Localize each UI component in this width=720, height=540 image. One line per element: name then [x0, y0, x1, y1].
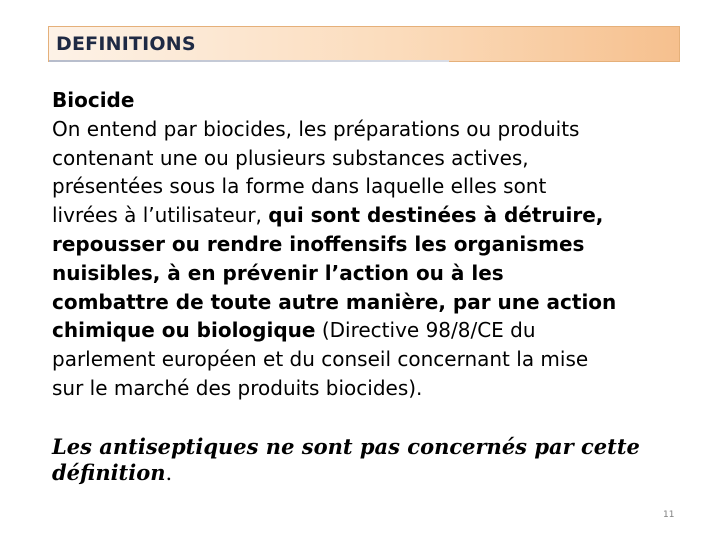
definition-term: Biocide — [52, 88, 135, 112]
note-line: Les antiseptiques ne sont pas concernés par cette — [52, 434, 640, 459]
definition-line: présentées sous la forme dans laquelle elles sont — [52, 174, 547, 199]
note-line — [52, 460, 692, 486]
section-title: DEFINITIONS — [56, 33, 196, 55]
note-text: définition — [52, 460, 166, 485]
note-period: . — [165, 461, 173, 485]
definition-line: contenant une ou plusieurs substances actives, — [52, 145, 529, 170]
definition-line — [52, 201, 692, 230]
definition-line: nuisibles, à en prévenir l’action ou à les — [52, 260, 504, 285]
definition-line: sur le marché des produits biocides). — [52, 375, 423, 400]
definition-text: (Directive 98/8/CE du — [315, 318, 536, 343]
page-number: 11 — [663, 510, 675, 520]
definition-line: combattre de toute autre manière, par une action — [52, 289, 617, 314]
note-block — [52, 434, 692, 486]
definition-emphasis: qui sont destinées à détruire, — [268, 203, 604, 228]
definition-emphasis: chimique ou biologique — [52, 318, 316, 343]
definition-line: parlement européen et du conseil concernant la mise — [52, 347, 589, 372]
title-underline — [49, 60, 449, 62]
definition-line: repousser ou rendre inoffensifs les organismes — [52, 231, 585, 256]
definition-block — [52, 86, 692, 403]
section-header — [48, 26, 680, 62]
definition-text: livrées à l’utilisateur, — [52, 203, 269, 228]
definition-line — [52, 316, 692, 345]
definition-line: On entend par biocides, les préparations ou produits — [52, 116, 580, 141]
